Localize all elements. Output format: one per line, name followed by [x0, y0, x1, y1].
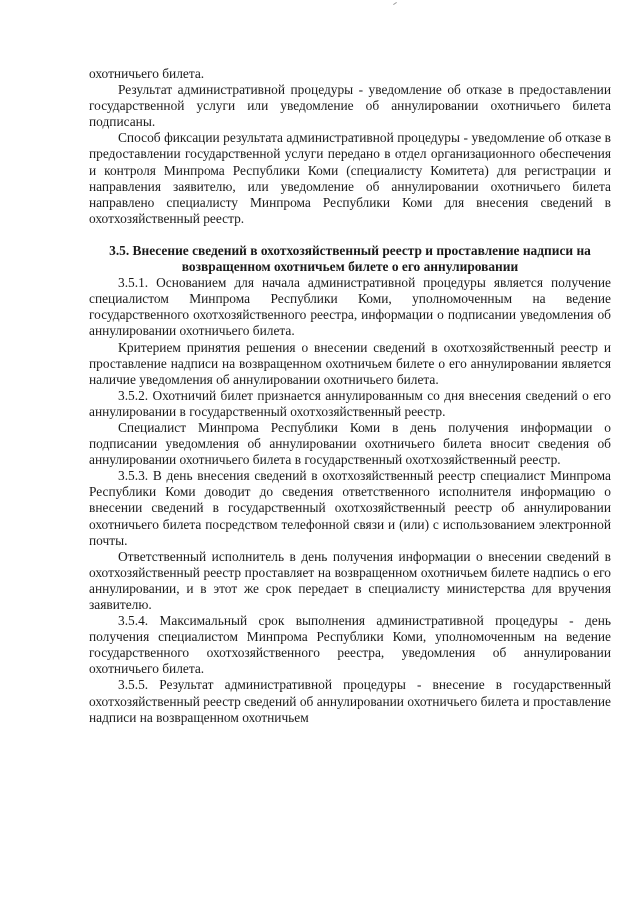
paragraph-3-5-1: 3.5.1. Основанием для начала административной процедуры является получение специалистом Минпрома Республики Коми, уполномоченным на ведение государственного охотхозяйственного реестра, информации о подписании уведомления об аннулировании охотничьего билета. [89, 275, 611, 339]
paragraph-continuation: охотничьего билета. [89, 66, 205, 81]
paragraph-criterion: Критерием принятия решения о внесении сведений в охотхозяйственный реестр и проставление надписи на возвращенном охотничьем билете о его аннулировании является наличие уведомления об аннулировании охотничьего билета. [89, 339, 611, 387]
paragraph-result: Результат административной процедуры - уведомление об отказе в предоставлении государственной услуги или уведомление об аннулировании охотничьего билета подписаны. [89, 82, 611, 130]
paragraph-3-5-4: 3.5.4. Максимальный срок выполнения административной процедуры - день получения специалистом Минпрома Республики Коми, уполномоченным на ведение государственного охотхозяйственного реестра, уведомления об аннулировании охотничьего билета. [89, 613, 611, 677]
section-heading-3-5: 3.5. Внесение сведений в охотхозяйственный реестр и проставление надписи на возвращенном охотничьем билете о его аннулировании [109, 242, 591, 275]
paragraph-specialist: Специалист Минпрома Республики Коми в день получения информации о подписании уведомления об аннулировании охотничьего билета вносит сведения об аннулировании охотничьего билета в государственный охотхозяйственный реестр. [89, 419, 611, 468]
paragraph-3-5-5: 3.5.5. Результат административной процедуры - внесение в государственный охотхозяйственный реестр сведений об аннулировании охотничьего билета и проставление надписи на возвращенном охотничьем [89, 677, 611, 725]
paragraph-3-5-2: 3.5.2. Охотничий билет признается аннулированным со дня внесения сведений о его аннулировании в государственный охотхозяйственный реестр. [89, 387, 611, 419]
section-spacer [89, 227, 611, 243]
document-page [89, 66, 611, 726]
scan-mark [393, 2, 397, 5]
paragraph-fixation-method: Способ фиксации результата административной процедуры - уведомление об отказе в предоставлении государственной услуги передано в отдел организационного обеспечения и контроля Минпрома Республики Коми (специалисту Комитета) для регистрации и направления заявителю, или уведомление об аннулировании охотничьего билета направлено специалисту Минпрома Республики Коми для внесения сведений в охотхозяйственный реестр. [89, 130, 611, 226]
paragraph-executor: Ответственный исполнитель в день получения информации о внесении сведений в охотхозяйственный реестр проставляет на возвращенном охотничьем билете надпись о его аннулировании, и в этот же срок передает в специалисту министерства для вручения заявителю. [89, 548, 611, 612]
paragraph-3-5-3: 3.5.3. В день внесения сведений в охотхозяйственный реестр специалист Минпрома Республики Коми доводит до сведения ответственного исполнителя информацию о внесении сведений в государственный охотхозяйственный реестр об аннулировании охотничьего билета посредством телефонной связи и (или) с использованием электронной почты. [89, 468, 611, 548]
